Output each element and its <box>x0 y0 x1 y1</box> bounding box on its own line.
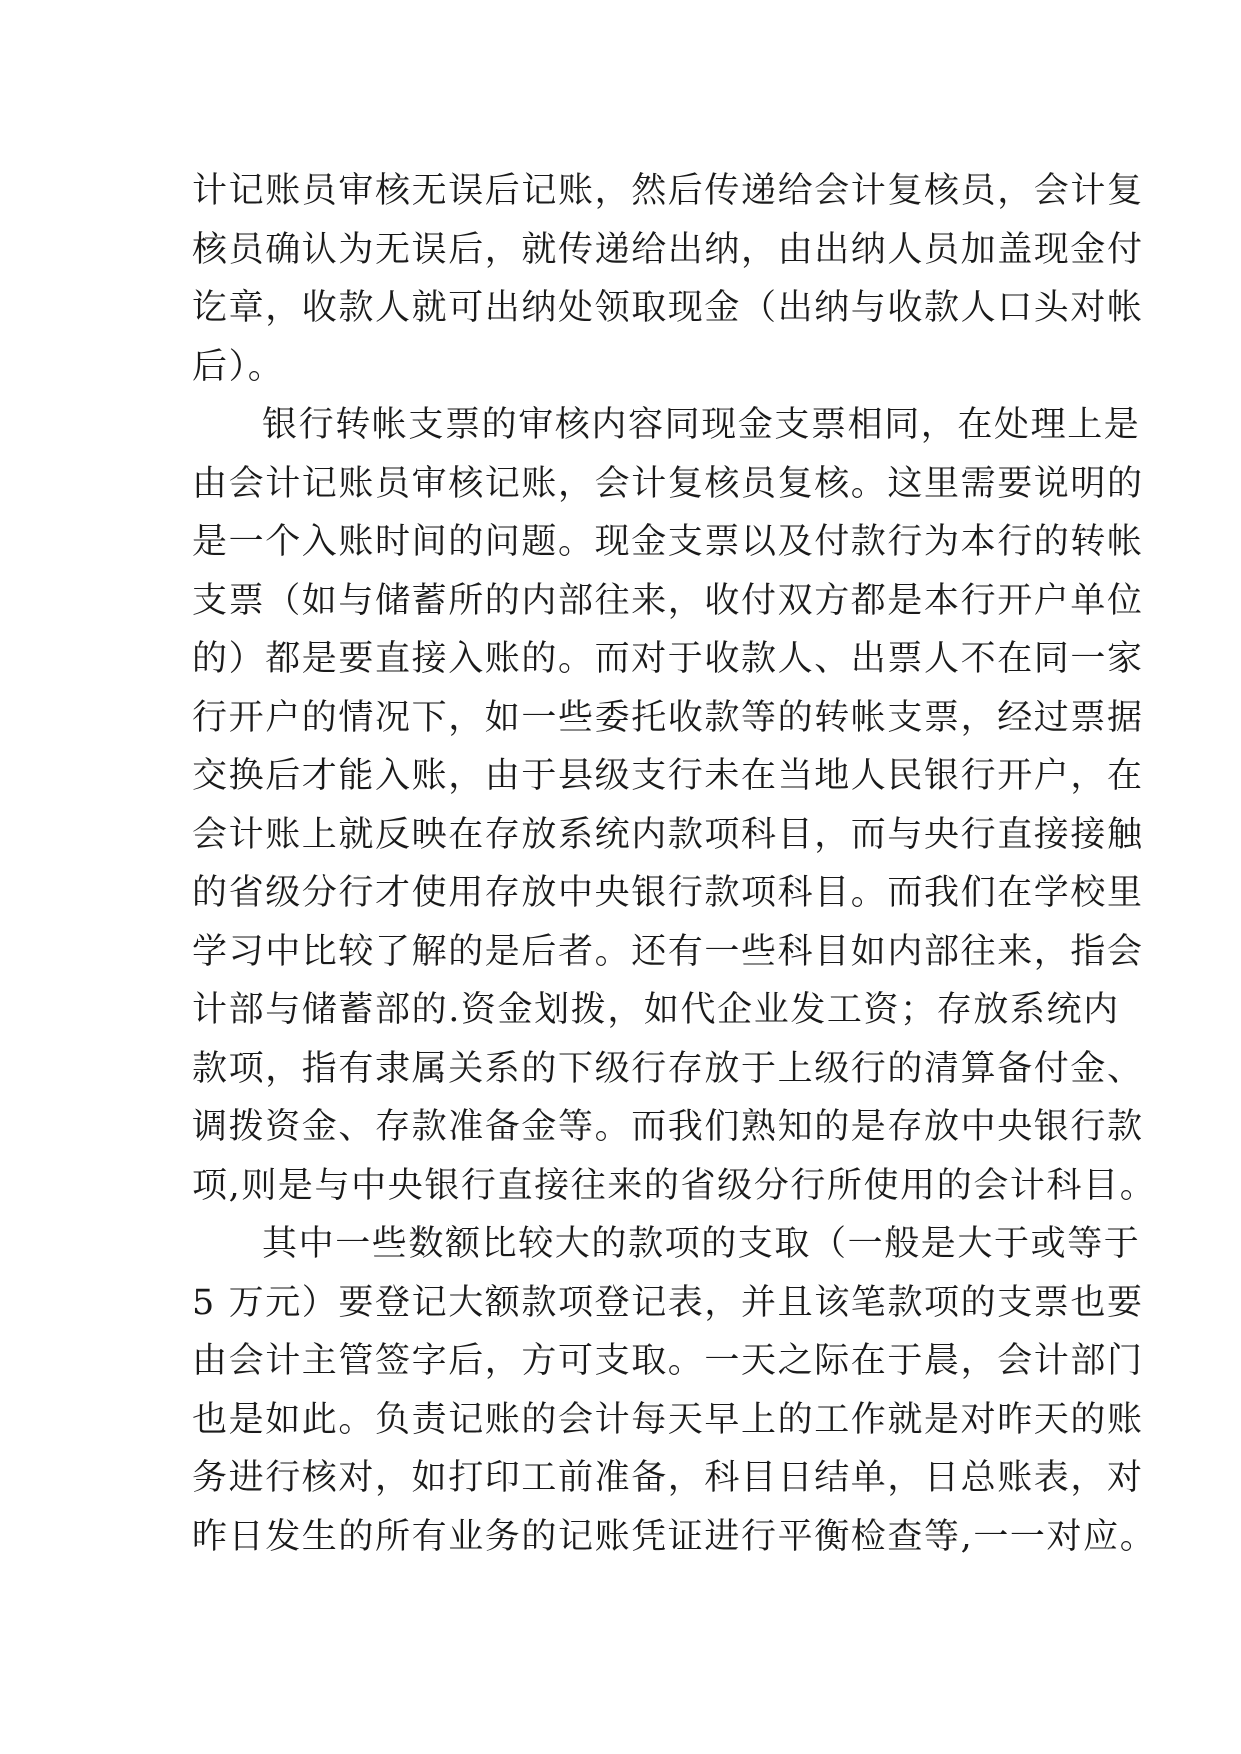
text-line: 支票（如与储蓄所的内部往来，收付双方都是本行开户单位 <box>192 580 1144 621</box>
text-line: 也是如此。负责记账的会计每天早上的工作就是对昨天的账 <box>192 1399 1144 1440</box>
body-text <box>192 162 1157 1566</box>
text-line: 计记账员审核无误后记账，然后传递给会计复核员，会计复 <box>192 171 1144 211</box>
text-line: 后）。 <box>192 346 285 387</box>
text-line: 项,则是与中央银行直接往来的省级分行所使用的会计科目。 <box>192 1165 1157 1206</box>
text-line: 由会计记账员审核记账，会计复核员复核。这里需要说明的 <box>192 463 1144 504</box>
text-line: 会计账上就反映在存放系统内款项科目，而与央行直接接触 <box>192 814 1144 855</box>
text-line: 务进行核对，如打印工前准备，科目日结单，日总账表，对 <box>192 1458 1144 1498</box>
text-line: 调拨资金、存款准备金等。而我们熟知的是存放中央银行款 <box>192 1107 1144 1147</box>
text-line: 核员确认为无误后，就传递给出纳，由出纳人员加盖现金付 <box>192 229 1144 270</box>
text-line: 昨日发生的所有业务的记账凭证进行平衡检查等,一一对应。 <box>192 1516 1157 1557</box>
text-line: 的）都是要直接入账的。而对于收款人、出票人不在同一家 <box>192 639 1144 679</box>
paragraph-first-line: 银行转帐支票的审核内容同现金支票相同，在处理上是 <box>262 405 1141 445</box>
text-line: 的省级分行才使用存放中央银行款项科目。而我们在学校里 <box>192 873 1144 913</box>
text-line: 交换后才能入账，由于县级支行未在当地人民银行开户，在 <box>192 756 1144 796</box>
text-line: 5 万元）要登记大额款项登记表，并且该笔款项的支票也要 <box>192 1282 1144 1323</box>
text-line: 由会计主管签字后，方可支取。一天之际在于晨，会计部门 <box>192 1341 1144 1381</box>
paragraph-first-line: 其中一些数额比较大的款项的支取（一般是大于或等于 <box>262 1224 1141 1264</box>
text-line: 计部与储蓄部的.资金划拨，如代企业发工资；存放系统内 <box>192 990 1120 1030</box>
text-line: 款项，指有隶属关系的下级行存放于上级行的清算备付金、 <box>192 1048 1144 1089</box>
text-line: 学习中比较了解的是后者。还有一些科目如内部往来，指会 <box>192 931 1144 972</box>
text-line: 讫章，收款人就可出纳处领取现金（出纳与收款人口头对帐 <box>192 288 1144 328</box>
text-line: 是一个入账时间的问题。现金支票以及付款行为本行的转帐 <box>192 522 1144 562</box>
text-line: 行开户的情况下，如一些委托收款等的转帐支票，经过票据 <box>192 697 1144 738</box>
